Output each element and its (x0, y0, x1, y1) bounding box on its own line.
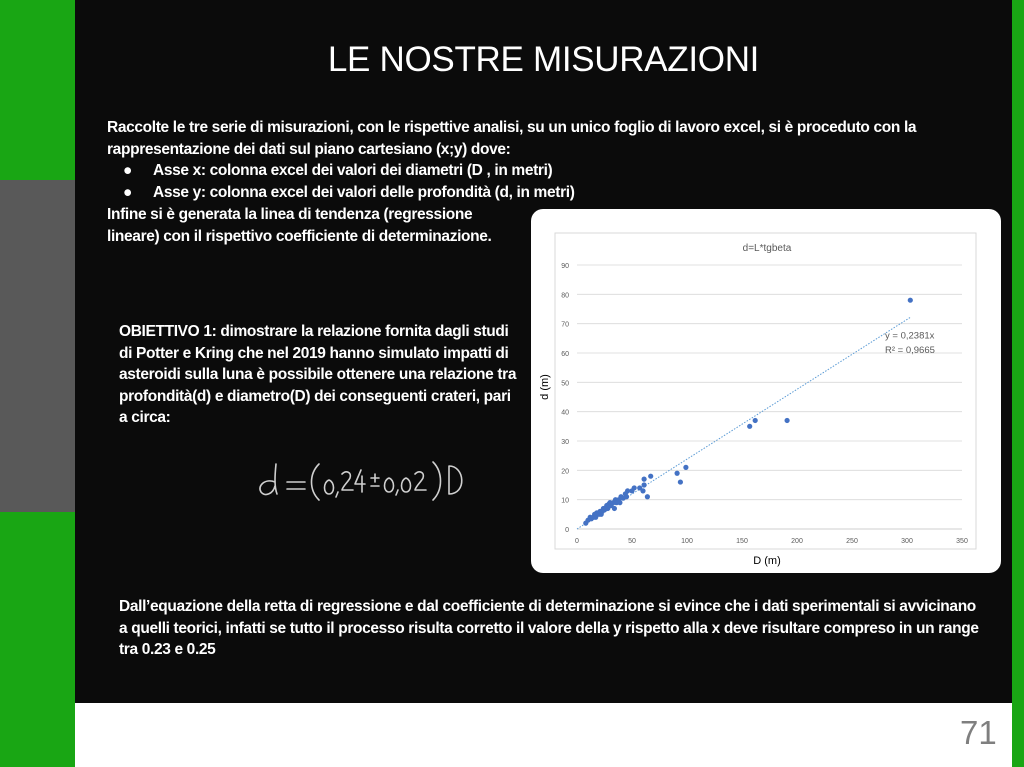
x-axis-label: D (m) (753, 555, 781, 567)
bullet-item (107, 160, 997, 182)
data-point (675, 471, 680, 476)
y-tick-label: 20 (561, 468, 569, 476)
y-tick-label: 30 (561, 439, 569, 446)
x-tick-label: 200 (791, 538, 803, 545)
data-point (612, 506, 617, 511)
y-tick-label: 50 (561, 380, 569, 388)
y-tick-label: 60 (561, 351, 569, 358)
data-point (640, 488, 645, 493)
data-point (642, 482, 647, 487)
data-point (642, 477, 647, 482)
x-tick-label: 300 (901, 538, 913, 545)
r-squared-label: R² = 0,9665 (885, 345, 935, 356)
data-point (645, 494, 650, 499)
chart-card (531, 209, 1001, 573)
data-point (785, 418, 790, 423)
data-point (683, 465, 688, 470)
right-green-band (1012, 0, 1024, 767)
handwritten-formula (253, 450, 483, 510)
scatter-chart (531, 209, 1001, 573)
y-tick-label: 80 (561, 292, 569, 300)
data-point (648, 474, 653, 479)
objective-text: OBIETTIVO 1: dimostrare la relazione fornita dagli studi di Potter e Kring che nel 2019 hanno simulato impatti di asteroidi sulla luna è possibile ottenere una relazione tra profondità(d) e diametro(D) dei conseguenti crateri, pari a circa: (119, 323, 517, 426)
data-point (753, 418, 758, 423)
intro-text: Raccolte le tre serie di misurazioni, con le rispettive analisi, su un unico foglio di lavoro excel, si è proceduto con la rappresentazione dei dati sul piano cartesiano (x;y) dove: (107, 119, 917, 158)
x-tick-label: 50 (628, 538, 636, 545)
regression-equation: y = 0,2381x (885, 330, 935, 342)
bullet-icon: ● (123, 183, 133, 201)
data-point (617, 500, 622, 505)
y-tick-label: 90 (561, 263, 569, 270)
y-axis-label: d (m) (539, 374, 551, 400)
bullet-text-x-axis: Asse x: colonna excel dei valori dei diametri (D , in metri) (153, 162, 553, 179)
slide-title: LE NOSTRE MISURAZIONI (327, 40, 760, 79)
bullet-text-y-axis: Asse y: colonna excel dei valori delle profondità (d, in metri) (153, 183, 575, 201)
conclusion-text: Dall’equazione della retta di regressione e dal coefficiente di determinazione si evince che i dati sperimentali si avvicinano a quelli teorici, infatti se tutto il processo risulta corretto il valore della y rispetto alla x deve risultare compreso in un range tra 0.23 e 0.25 (119, 598, 979, 658)
trendline-description: Infine si è generata la linea di tendenza (regressione lineare) con il rispettivo coefficiente di determinazione. (107, 206, 492, 245)
data-point (678, 479, 683, 484)
x-tick-label: 0 (575, 538, 579, 545)
bullet-item (107, 182, 997, 204)
data-point (632, 485, 637, 490)
left-gray-band (0, 180, 75, 512)
data-point (908, 298, 913, 303)
x-tick-label: 350 (956, 538, 968, 545)
chart-title: d=L*tgbeta (742, 243, 792, 254)
y-tick-label: 10 (561, 497, 569, 505)
y-tick-label: 40 (561, 409, 569, 417)
data-point (624, 494, 629, 499)
page-number: 71 (960, 714, 997, 751)
x-tick-label: 150 (736, 538, 748, 545)
bullet-list (107, 160, 997, 203)
y-tick-label: 0 (565, 527, 569, 534)
data-point (747, 424, 752, 429)
y-tick-label: 70 (561, 321, 569, 329)
x-tick-label: 100 (681, 538, 693, 545)
x-tick-label: 250 (846, 538, 858, 545)
intro-block (107, 117, 997, 203)
bullet-icon: ● (123, 162, 133, 179)
